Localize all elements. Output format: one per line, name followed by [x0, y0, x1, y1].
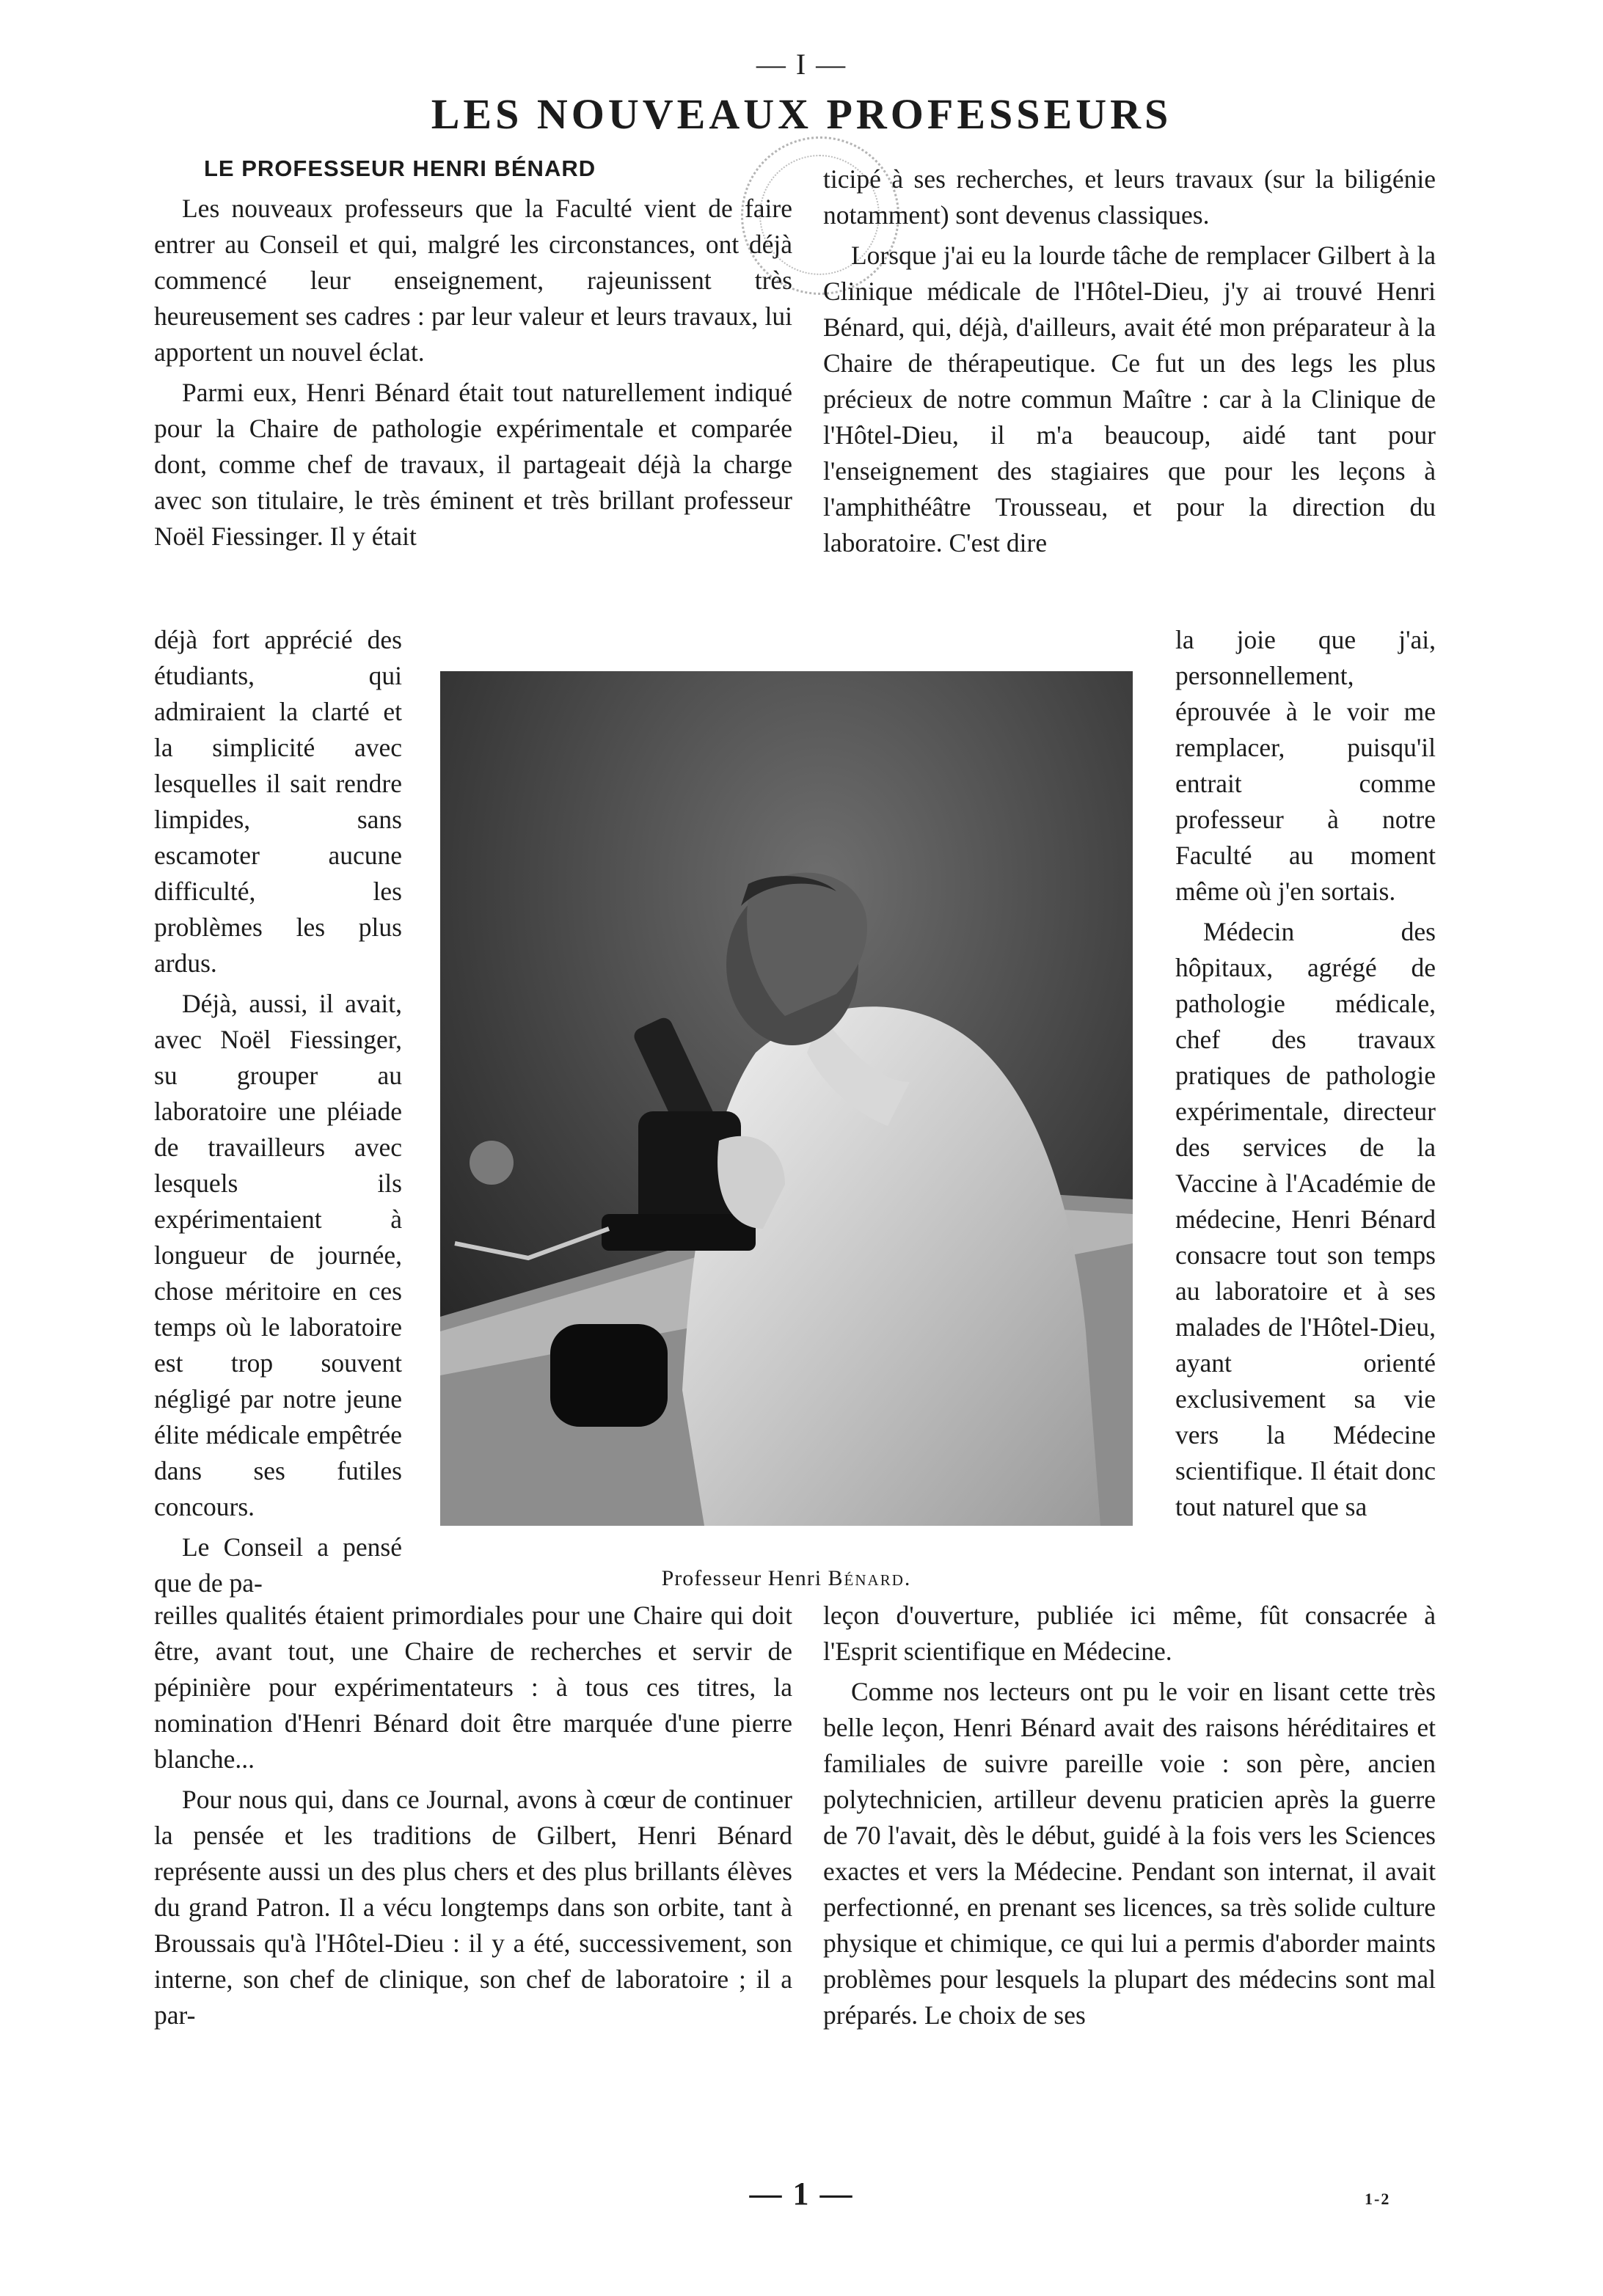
right-column-beside-photo: [1175, 622, 1436, 1525]
photo-caption-name: Bénard.: [828, 1566, 912, 1590]
paragraph: reilles qualités étaient primordiales pour une Chaire qui doit être, avant tout, une Chaire de recherches et servir de pépinière pour expérimentateurs : à tous ces titres, la nomination d'Henri Bénard doit être marquée d'une pierre blanche...: [154, 1601, 792, 1774]
photo-caption-prefix: Professeur Henri: [661, 1566, 828, 1590]
paragraph: Déjà, aussi, il avait, avec Noël Fiessinger, su grouper au laboratoire une pléiade de travailleurs avec lesquels ils expérimentaient à longueur de journée, chose méritoire en ces temps où le laboratoire est trop souvent négligé par notre jeune élite médicale empêtrée dans ses futiles concours.: [154, 989, 402, 1521]
paragraph: Parmi eux, Henri Bénard était tout naturellement indiqué pour la Chaire de pathologie expérimentale et comparée dont, comme chef de travaux, il partageait déjà la charge avec son titulaire, le très éminent et très brillant professeur Noël Fiessinger. Il y était: [154, 378, 792, 551]
paragraph: Le Conseil a pensé que de pa-: [154, 1532, 402, 1598]
paragraph: leçon d'ouverture, publiée ici même, fût consacrée à l'Esprit scientifique en Médecine.: [823, 1601, 1436, 1666]
left-column-top: [154, 191, 792, 555]
article-subtitle: LE PROFESSEUR HENRI BÉNARD: [204, 156, 596, 181]
paragraph: Comme nos lecteurs ont pu le voir en lisant cette très belle leçon, Henri Bénard avait des raisons héréditaires et familiales de suivre pareille voie : son père, ancien polytechnicien, artilleur devenu praticien après la guerre de 70 l'avait, dès le début, guidé à la fois vers les Sciences exactes et vers la Médecine. Pendant son internat, il avait perfectionné, en prenant ses licences, sa très solide culture physique et chimique, ce qui lui a permis d'aborder maints problèmes pour lesquels la plupart des médecins sont mal préparés. Le choix de ses: [823, 1677, 1436, 2030]
paragraph: déjà fort apprécié des étudiants, qui admiraient la clarté et la simplicité avec lesquelles il sait rendre limpides, sans escamoter aucune difficulté, les problèmes les plus ardus.: [154, 625, 402, 978]
paragraph: Les nouveaux professeurs que la Faculté vient de faire entrer au Conseil et qui, malgré les circonstances, ont déjà commencé leur enseignement, rajeunissent très heureusement ses cadres : par leur valeur et leurs travaux, lui apportent un nouvel éclat.: [154, 194, 792, 367]
paragraph: la joie que j'ai, personnellement, éprouvée à le voir me remplacer, puisqu'il entrait comme professeur à notre Faculté au moment même où j'en sortais.: [1175, 625, 1436, 906]
paragraph: Médecin des hôpitaux, agrégé de pathologie médicale, chef des travaux pratiques de pathologie expérimentale, directeur des services de la Vaccine à l'Académie de médecine, Henri Bénard consacre tout son temps au laboratoire et à ses malades de l'Hôtel-Dieu, ayant orienté exclusivement sa vie vers la Médecine scientifique. Il était donc tout naturel que sa: [1175, 917, 1436, 1521]
right-column-top: [823, 161, 1436, 561]
page-number-top: — I —: [756, 48, 847, 81]
paragraph: Lorsque j'ai eu la lourde tâche de remplacer Gilbert à la Clinique médicale de l'Hôtel-Dieu, j'y ai trouvé Henri Bénard, qui, déjà, d'ailleurs, avait été mon préparateur à la Chaire de thérapeutique. Ce fut un des legs les plus précieux de notre commun Maître : car à la Clinique de l'Hôtel-Dieu, il m'a beaucoup, aidé tant pour l'enseignement des stagiaires que pour les leçons à l'amphithéâtre Trousseau, et pour la direction du laboratoire. C'est dire: [823, 241, 1436, 557]
folio-mark: 1-2: [1365, 2190, 1391, 2208]
paragraph: Pour nous qui, dans ce Journal, avons à cœur de continuer la pensée et les traditions de Gilbert, Henri Bénard représente aussi un des plus chers et des plus brillants élèves du grand Patron. Il a vécu longtemps dans son orbite, tant à Broussais qu'à l'Hôtel-Dieu : il y a été, successivement, son interne, son chef de clinique, son chef de laboratoire ; il a par-: [154, 1785, 792, 2030]
portrait-photo-illustration: [440, 671, 1133, 1526]
paragraph: ticipé à ses recherches, et leurs travaux (sur la biligénie notamment) sont devenus classiques.: [823, 164, 1436, 230]
right-column-bottom: [823, 1598, 1436, 2033]
page-number-bottom: — 1 —: [749, 2176, 854, 2212]
left-column-bottom: [154, 1598, 792, 2033]
portrait-photo: [440, 671, 1133, 1526]
article-title: LES NOUVEAUX PROFESSEURS: [431, 90, 1172, 138]
photo-caption: [440, 1566, 1133, 1591]
left-column-beside-photo: [154, 622, 402, 1601]
